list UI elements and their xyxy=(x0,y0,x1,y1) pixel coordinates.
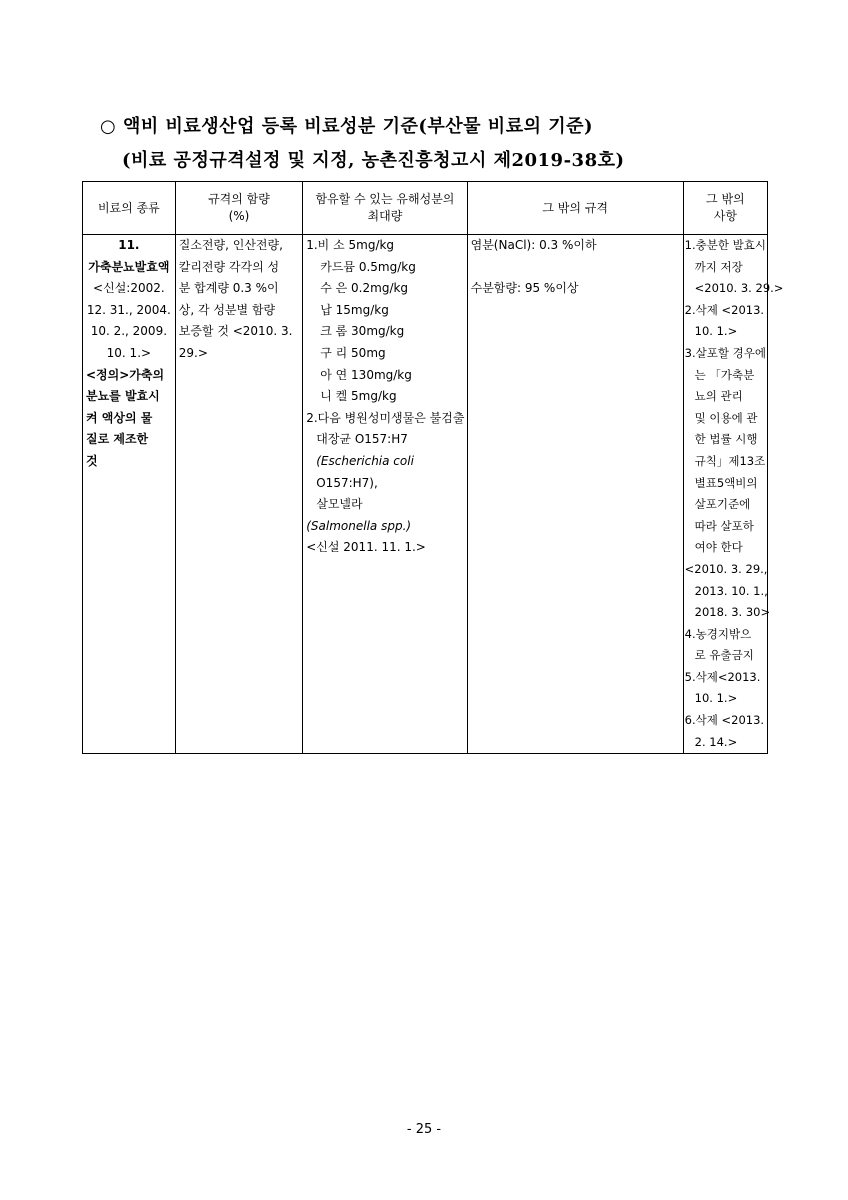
cell-content: 질소전량, 인산전량, 칼리전량 각각의 성 분 합계량 0.3 %이 상, 각 성분별 함량 보증할 것 <2010. 3. 29.> xyxy=(175,235,303,754)
table-header-row xyxy=(83,182,768,235)
cell-type: 11. 가축분뇨발효액 <신설:2002. 12. 31., 2004. 10. 2., 2009. 10. 1.> <정의>가축의 분뇨를 발효시 켜 액상의 물 질로 제조한 것 xyxy=(83,235,176,754)
cell-notes: 1.충분한 발효시 까지 저장 <2010. 3. 29.> 2.삭제 <2013. 10. 1.> 3.살포할 경우에 는 「가축분 뇨의 관리 및 이용에 관 한 법률 시행 규칙」제13조 별표5액비의 살포기준에 따라 살포하 여야 한다 <2010. 3. 29., 2013. 10. 1., 2018. 3. 30> 4.농경지밖으 로 유출금지 5.삭제<2013. 10. 1.> 6.삭제 <2013. 2. 14.> xyxy=(683,235,767,754)
table-row xyxy=(83,235,768,754)
cell-other: 염분(NaCl): 0.3 %이하 수분함량: 95 %이상 xyxy=(467,235,683,754)
section-title: ○ 액비 비료생산업 등록 비료성분 기준(부산물 비료의 기준) xyxy=(100,116,594,137)
header-content: 규격의 함량 (%) xyxy=(175,182,303,235)
fertilizer-spec-table xyxy=(82,181,784,754)
header-type: 비료의 종류 xyxy=(83,182,176,235)
section-subtitle: (비료 공정규격설정 및 지정, 농촌진흥청고시 제2019-38호) xyxy=(122,150,625,171)
cell-harmful: 1.비 소 5mg/kg 카드뮴 0.5mg/kg 수 은 0.2mg/kg 납 15mg/kg 크 롬 30mg/kg 구 리 50mg 아 연 130mg/kg 니 켈 5mg/kg 2.다음 병원성미생물은 불검출 대장균 O157:H7 (Escherichia coli O157:H7), 살모넬라 (Salmonella spp.) <신설 2011. 11. 1.> xyxy=(303,235,467,754)
page-number: - 25 - xyxy=(406,1122,442,1137)
header-other: 그 밖의 규격 xyxy=(467,182,683,235)
header-harmful: 함유할 수 있는 유해성분의 최대량 xyxy=(303,182,467,235)
header-notes: 그 밖의 사항 xyxy=(683,182,767,235)
